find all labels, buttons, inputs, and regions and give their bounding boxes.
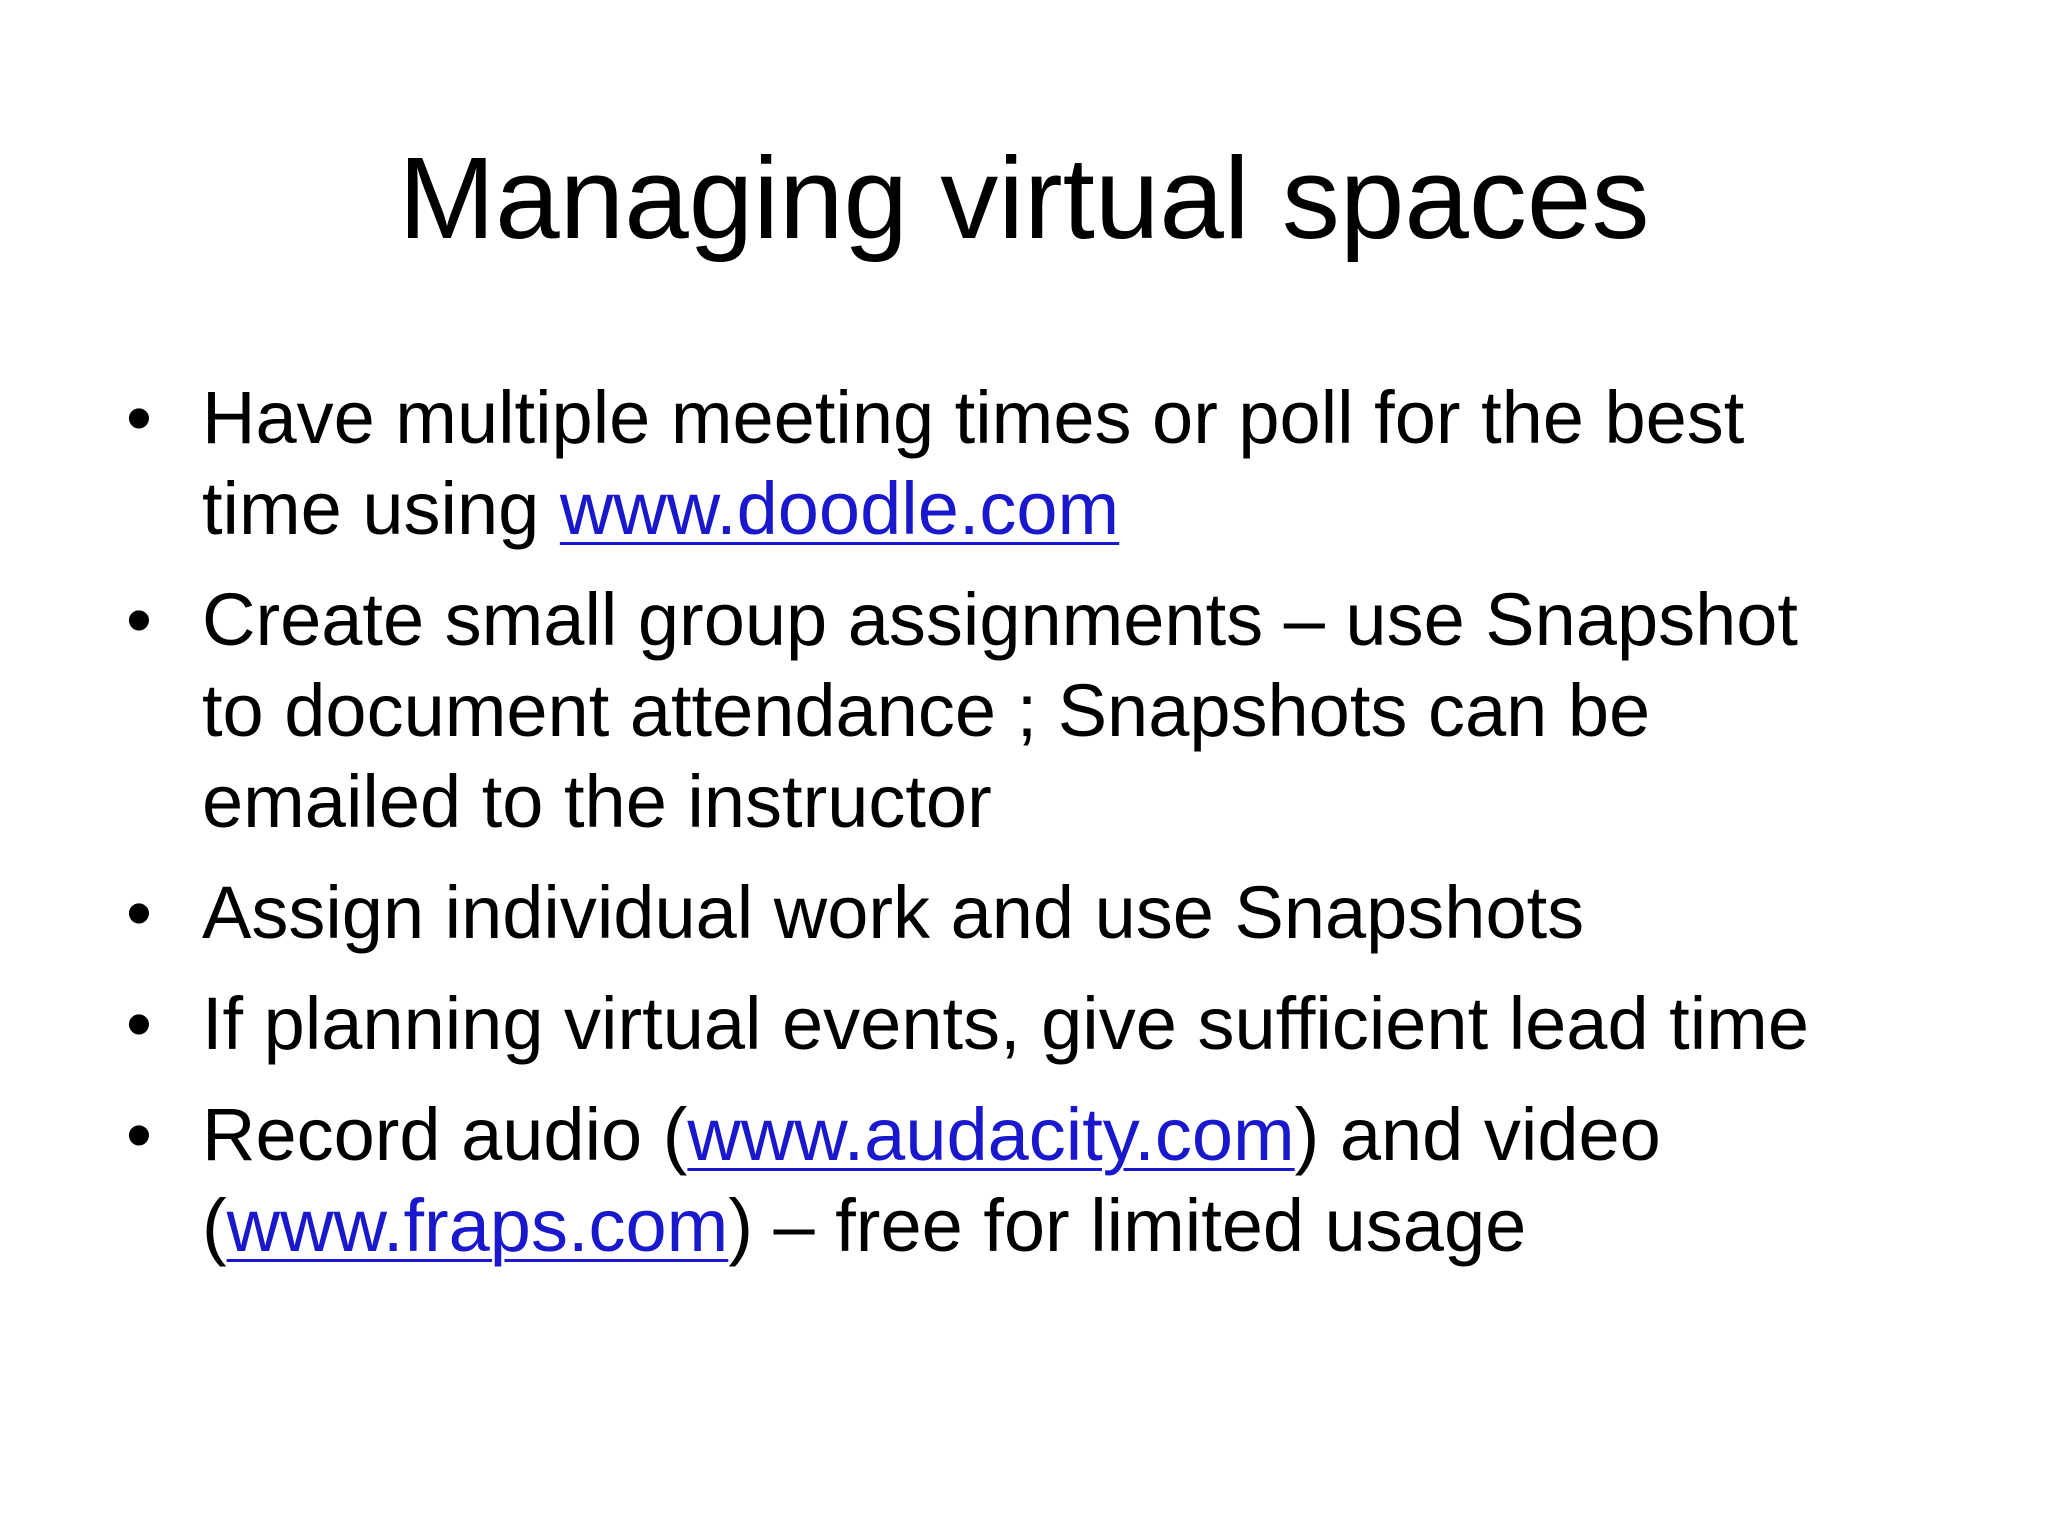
audacity-link[interactable]: www.audacity.com (687, 1093, 1295, 1176)
doodle-link[interactable]: www.doodle.com (559, 467, 1120, 550)
bullet-icon: • (126, 1093, 152, 1176)
bullet-item (118, 978, 1998, 1069)
bullet-item (118, 867, 1998, 958)
bullet-text: Have multiple meeting times or poll for the best time using (202, 376, 1745, 550)
bullet-icon: • (126, 578, 152, 661)
fraps-link[interactable]: www.fraps.com (226, 1184, 729, 1267)
bullet-item (118, 574, 1802, 847)
bullet-item (118, 1089, 1822, 1271)
bullet-text: ) – free for limited usage (728, 1184, 1527, 1267)
bullet-text: Record audio ( (202, 1093, 688, 1176)
bullet-text: If planning virtual events, give sufficient lead time (202, 982, 1809, 1065)
slide-title: Managing virtual spaces (398, 133, 1650, 263)
bullet-text: Create small group assignments – use Snapshot to document attendance ; Snapshots can be emailed to the instructor (202, 578, 1798, 843)
bullet-icon: • (126, 376, 152, 459)
bullet-list (118, 372, 1998, 1291)
bullet-text: ) and video ( (202, 1093, 1661, 1267)
bullet-item (118, 372, 1902, 554)
bullet-text: Assign individual work and use Snapshots (202, 871, 1585, 954)
bullet-icon: • (126, 982, 152, 1065)
bullet-icon: • (126, 871, 152, 954)
